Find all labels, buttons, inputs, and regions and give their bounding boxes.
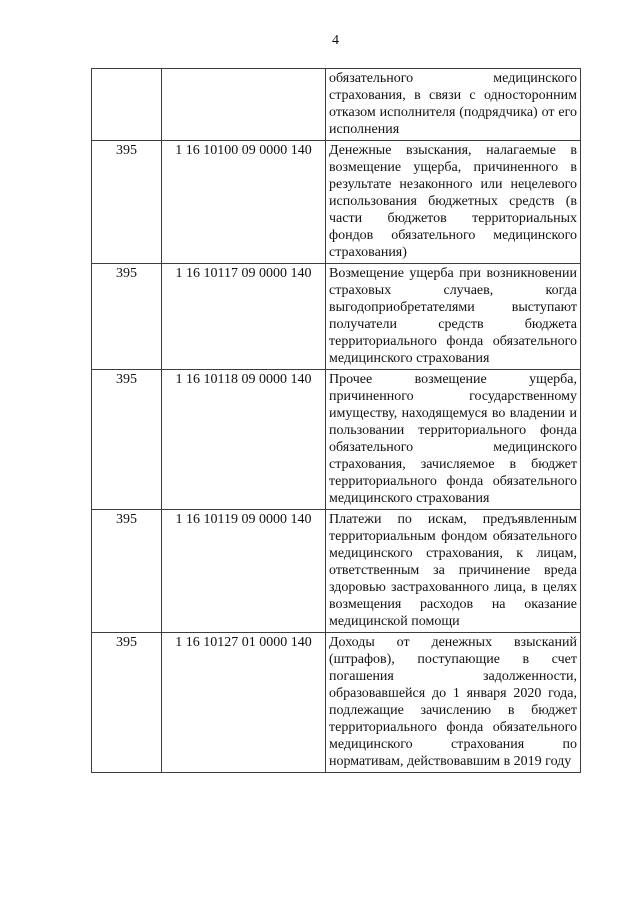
kbk-code-cell: [162, 69, 326, 141]
table-row: [92, 69, 581, 141]
kbk-code-cell: 1 16 10119 09 0000 140: [162, 510, 326, 633]
kbk-code-cell: 1 16 10118 09 0000 140: [162, 370, 326, 510]
admin-code-cell: 395: [92, 510, 162, 633]
admin-code-cell: [92, 69, 162, 141]
table-row: [92, 264, 581, 370]
admin-code-cell: 395: [92, 141, 162, 264]
description-cell: Доходы от денежных взысканий (штрафов), поступающие в счет погашения задолженности, образовавшейся до 1 января 2020 года, подлежащие зачислению в бюджет территориального фонда обязательного медицинского страхования по нормативам, действовавшим в 2019 году: [326, 633, 581, 773]
admin-code-cell: 395: [92, 370, 162, 510]
description-cell: Прочее возмещение ущерба, причиненного государственному имуществу, находящемуся во владении и пользовании территориального фонда обязательного медицинского страхования, зачисляемое в бюджет территориального фонда обязательного медицинского страхования: [326, 370, 581, 510]
kbk-code-cell: 1 16 10117 09 0000 140: [162, 264, 326, 370]
admin-code-cell: 395: [92, 633, 162, 773]
kbk-code-cell: 1 16 10127 01 0000 140: [162, 633, 326, 773]
kbk-code-cell: 1 16 10100 09 0000 140: [162, 141, 326, 264]
description-cell: Возмещение ущерба при возникновении страховых случаев, когда выгодоприобретателями выступают получатели средств бюджета территориального фонда обязательного медицинского страхования: [326, 264, 581, 370]
admin-code-cell: 395: [92, 264, 162, 370]
description-cell: обязательного медицинского страхования, в связи с односторонним отказом исполнителя (подрядчика) от его исполнения: [326, 69, 581, 141]
description-cell: Денежные взыскания, налагаемые в возмещение ущерба, причиненного в результате незаконного или нецелевого использования бюджетных средств (в части бюджетов территориальных фондов обязательного медицинского страхования): [326, 141, 581, 264]
budget-codes-table: [91, 68, 581, 773]
table-row: [92, 510, 581, 633]
budget-codes-table-body: [92, 69, 581, 773]
description-cell: Платежи по искам, предъявленным территориальным фондом обязательного медицинского страхования, к лицам, ответственным за причинение вреда здоровью застрахованного лица, в целях возмещения расходов на оказание медицинской помощи: [326, 510, 581, 633]
table-row: [92, 633, 581, 773]
table-row: [92, 141, 581, 264]
page-number: 4: [332, 33, 339, 48]
table-row: [92, 370, 581, 510]
